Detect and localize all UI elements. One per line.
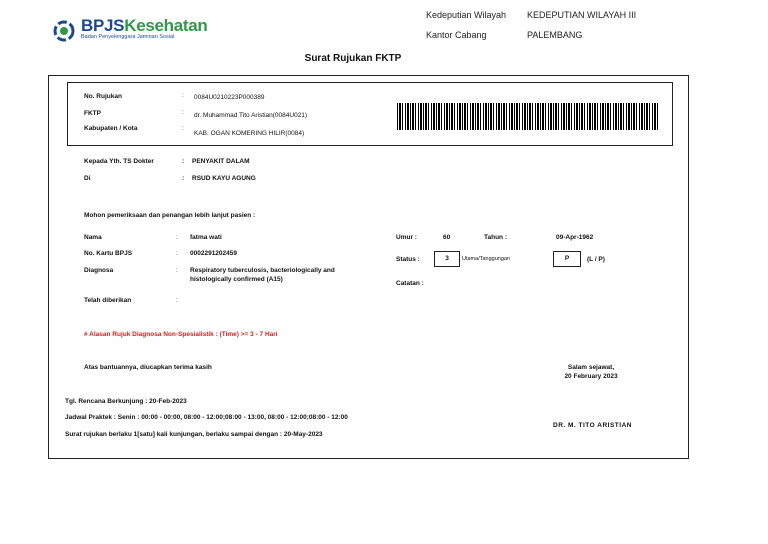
barcode-image (397, 103, 659, 130)
rencana-berkunjung: Tgl. Rencana Berkunjung : 20-Feb-2023 (65, 398, 187, 405)
branch-value: PALEMBANG (527, 30, 583, 40)
tahun-label: Tahun : (484, 234, 507, 241)
colon: : (176, 267, 178, 274)
closing-text: Atas bantuannya, diucapkan terima kasih (84, 364, 212, 371)
status-desc: Utama/Tanggungan (462, 256, 511, 262)
tahun-value: 09-Apr-1962 (556, 234, 594, 241)
colon: : (182, 125, 184, 132)
colon: : (182, 158, 185, 165)
page-title: Surat Rujukan FKTP (304, 53, 402, 64)
brand-name: BPJSKesehatan (81, 16, 208, 35)
colon: : (182, 92, 184, 99)
colon: : (182, 109, 184, 116)
status-label: Status : (396, 256, 420, 263)
di-value: RSUD KAYU AGUNG (192, 175, 256, 182)
colon: : (176, 297, 178, 304)
kabupaten-value: KAB. OGAN KOMERING HILIR(0084) (194, 130, 305, 137)
diberikan-label: Telah diberikan (84, 297, 132, 304)
kepada-value: PENYAKIT DALAM (192, 158, 250, 165)
no-rujukan-value: 0084U0210223P000389 (194, 94, 265, 101)
deputy-value: KEDEPUTIAN WILAYAH III (527, 10, 637, 20)
diagnosa-label: Diagnosa (84, 267, 114, 274)
colon: : (176, 234, 178, 241)
diagnosa-line-1: Respiratory tuberculosis, bacteriologically and (190, 267, 335, 274)
kartu-value: 0002291202459 (190, 250, 237, 257)
status-box: 3 (434, 251, 460, 267)
umur-label: Umur : (396, 234, 417, 241)
diagnosa-line-2: histologically confirmed (A15) (190, 276, 283, 283)
branch-label: Kantor Cabang (426, 30, 487, 40)
alasan-rujuk: # Alasan Rujuk Diagnosa Non-Spesialistik : (Time) >= 3 - 7 Hari (84, 331, 278, 338)
colon: : (176, 250, 178, 257)
brand-subtitle: Badan Penyelenggara Jaminan Sosial (81, 34, 175, 40)
kabupaten-label: Kabupaten / Kota (84, 125, 138, 132)
salam-date: 20 February 2023 (564, 373, 618, 380)
fktp-value: dr. Muhammad Tito Aristian(0084U021) (194, 112, 308, 119)
catatan-label: Catatan : (396, 280, 424, 287)
jadwal-praktek: Jadwal Praktek : Senin : 00:00 - 00:00, 08:00 - 12:00;08:00 - 13:00, 08:00 - 12:00;08:00 - 12:00 (65, 414, 348, 421)
berlaku-text: Surat rujukan berlaku 1[satu] kali kunjungan, berlaku sampai dengan : 20-May-2023 (65, 431, 323, 438)
intro-text: Mohon pemeriksaan dan penangan lebih lanjut pasien : (84, 212, 256, 219)
nama-value: fatma wati (190, 234, 222, 241)
deputy-label: Kedeputian Wilayah (426, 10, 507, 20)
gender-box: P (553, 251, 581, 267)
kartu-label: No. Kartu BPJS (84, 250, 133, 257)
bpjs-logo-icon (52, 19, 76, 43)
di-label: Di (84, 175, 91, 182)
gender-desc: (L / P) (587, 256, 605, 263)
fktp-label: FKTP (84, 110, 101, 117)
kepada-label: Kepada Yth. TS Dokter (84, 158, 154, 165)
umur-value: 60 (443, 234, 451, 241)
doctor-name: DR. M. TITO ARISTIAN (553, 422, 632, 429)
no-rujukan-label: No. Rujukan (84, 93, 122, 100)
nama-label: Nama (84, 234, 102, 241)
salam-text: Salam sejawat, (567, 364, 615, 371)
colon: : (182, 175, 185, 182)
